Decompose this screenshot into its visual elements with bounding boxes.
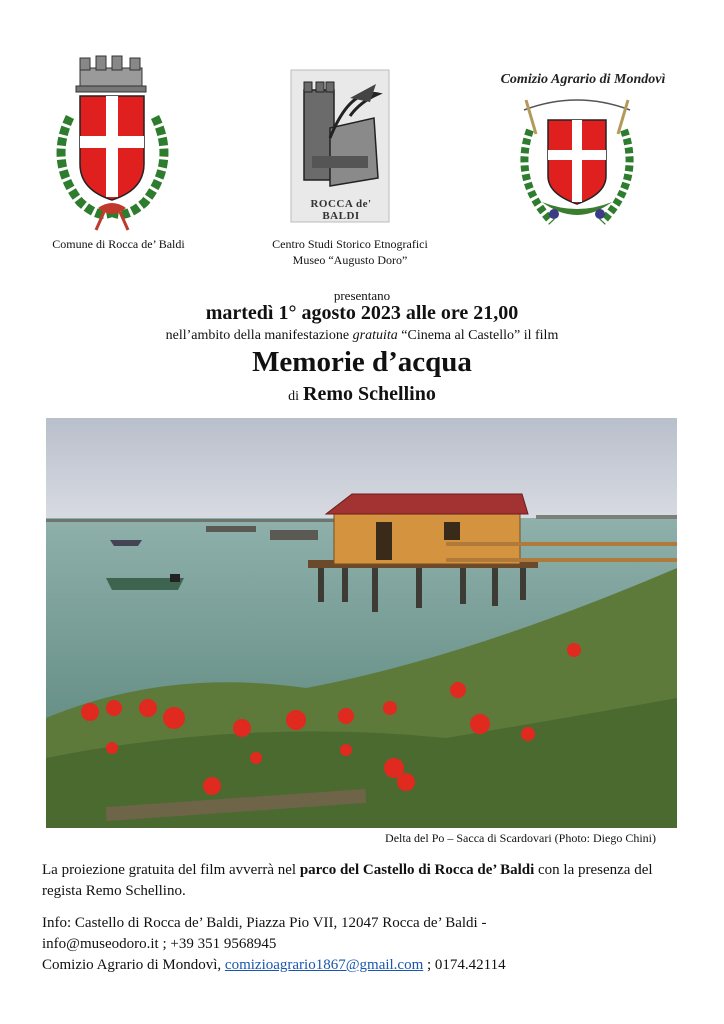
- director-name: Remo Schellino: [303, 383, 436, 405]
- film-photo: [46, 418, 677, 828]
- coat-of-arms-icon: [40, 52, 185, 237]
- screening-paragraph: [42, 860, 692, 902]
- p1-pre: La proiezione gratuita del film avverrà nel: [42, 862, 300, 878]
- film-title: Memorie d’acqua: [252, 346, 472, 378]
- director-by: di: [288, 389, 300, 404]
- info-line-1: Info: Castello di Rocca de’ Baldi, Piazza Pio VII, 12047 Rocca de’ Baldi -: [42, 915, 487, 931]
- agrarian-emblem-icon: [512, 90, 642, 232]
- comizio-email-link[interactable]: comizioagrario1867@gmail.com: [224, 957, 424, 973]
- context-emphasis: gratuita: [352, 328, 398, 343]
- lagoon-hut-photo: [46, 418, 677, 828]
- p1-post: con la presenza del regista Remo Schellino.: [42, 862, 653, 899]
- photo-caption: Delta del Po – Sacca di Scardovari (Photo: Diego Chini): [385, 831, 656, 845]
- comune-caption: Comune di Rocca de’ Baldi: [52, 237, 185, 251]
- event-context: [0, 328, 724, 344]
- presentano-label: presentano: [333, 288, 391, 303]
- film-director: [0, 383, 724, 406]
- museum-caption-line2: Museo “Augusto Doro”: [292, 253, 408, 267]
- comizio-header: Comizio Agrario di Mondovì: [500, 72, 666, 87]
- museum-caption-line1: Centro Studi Storico Etnografici: [272, 237, 428, 251]
- event-date: martedì 1° agosto 2023 alle ore 21,00: [205, 302, 519, 324]
- comizio-emblem: [512, 90, 642, 232]
- comune-coat-of-arms: [40, 52, 185, 237]
- museum-emblem-text: ROCCA de' BALDI: [310, 198, 372, 222]
- info-line-2: info@museodoro.it ; +39 351 9568945: [42, 936, 277, 952]
- info-line-3-pre: Comizio Agrario di Mondovì,: [42, 957, 225, 973]
- venue-name: parco del Castello di Rocca de’ Baldi: [299, 862, 535, 878]
- context-post: “Cinema al Castello” il film: [397, 328, 559, 343]
- info-line-3: [42, 955, 692, 976]
- info-line-3-post: ; 0174.42114: [423, 957, 506, 973]
- context-pre: nell’ambito della manifestazione: [165, 328, 353, 343]
